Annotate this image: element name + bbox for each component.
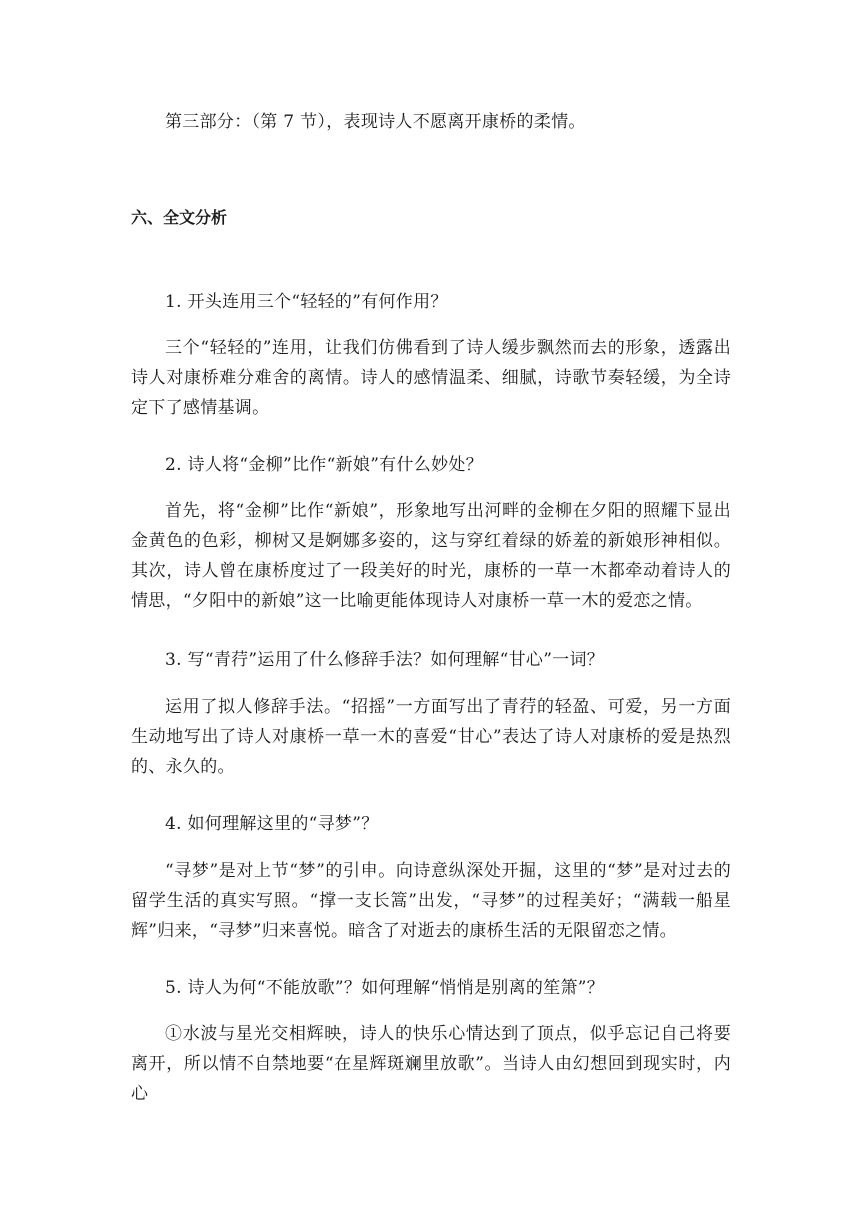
answer-5: ①水波与星光交相辉映，诗人的快乐心情达到了顶点，似乎忘记自己将要离开，所以情不自禁地要“在星辉斑斓里放歌”。当诗人由幻想回到现实时，内心 [131, 1024, 731, 1104]
question-1: 1. 开头连用三个“轻轻的”有何作用？ [165, 292, 448, 312]
question-3: 3. 写“青荇”运用了什么修辞手法？如何理解“甘心”一词？ [165, 650, 605, 670]
answer-2: 首先，将“金柳”比作“新娘”，形象地写出河畔的金柳在夕阳的照耀下显出金黄色的色彩，柳树又是婀娜多姿的，这与穿红着绿的娇羞的新娘形神相似。其次，诗人曾在康桥度过了一段美好的时光，康桥的一草一木都牵动着诗人的情思，“夕阳中的新娘”这一比喻更能体现诗人对康桥一草一木的爱恋之情。 [131, 501, 731, 611]
question-2: 2. 诗人将“金柳”比作“新娘”有什么妙处？ [165, 455, 483, 475]
part-three-paragraph: 第三部分：（第 7 节），表现诗人不愿离开康桥的柔情。 [165, 112, 586, 132]
answer-3: 运用了拟人修辞手法。“招摇”一方面写出了青荇的轻盈、可爱，另一方面生动地写出了诗人对康桥一草一木的喜爱“甘心”表达了诗人对康桥的爱是热烈的、永久的。 [131, 697, 731, 777]
question-5: 5. 诗人为何“不能放歌”？如何理解“悄悄是别离的笙箫”？ [165, 978, 605, 998]
section-heading: 六、全文分析 [131, 208, 228, 227]
answer-1: 三个“轻轻的”连用，让我们仿佛看到了诗人缓步飘然而去的形象，透露出诗人对康桥难分难舍的离情。诗人的感情温柔、细腻，诗歌节奏轻缓，为全诗定下了感情基调。 [131, 338, 731, 418]
question-4: 4. 如何理解这里的“寻梦”？ [165, 814, 379, 834]
answer-4: “寻梦”是对上节“梦”的引申。向诗意纵深处开掘，这里的“梦”是对过去的留学生活的真实写照。“撑一支长篙”出发，“寻梦”的过程美好；“满载一船星辉”归来，“寻梦”归来喜悦。暗含了对逝去的康桥生活的无限留恋之情。 [131, 861, 731, 941]
